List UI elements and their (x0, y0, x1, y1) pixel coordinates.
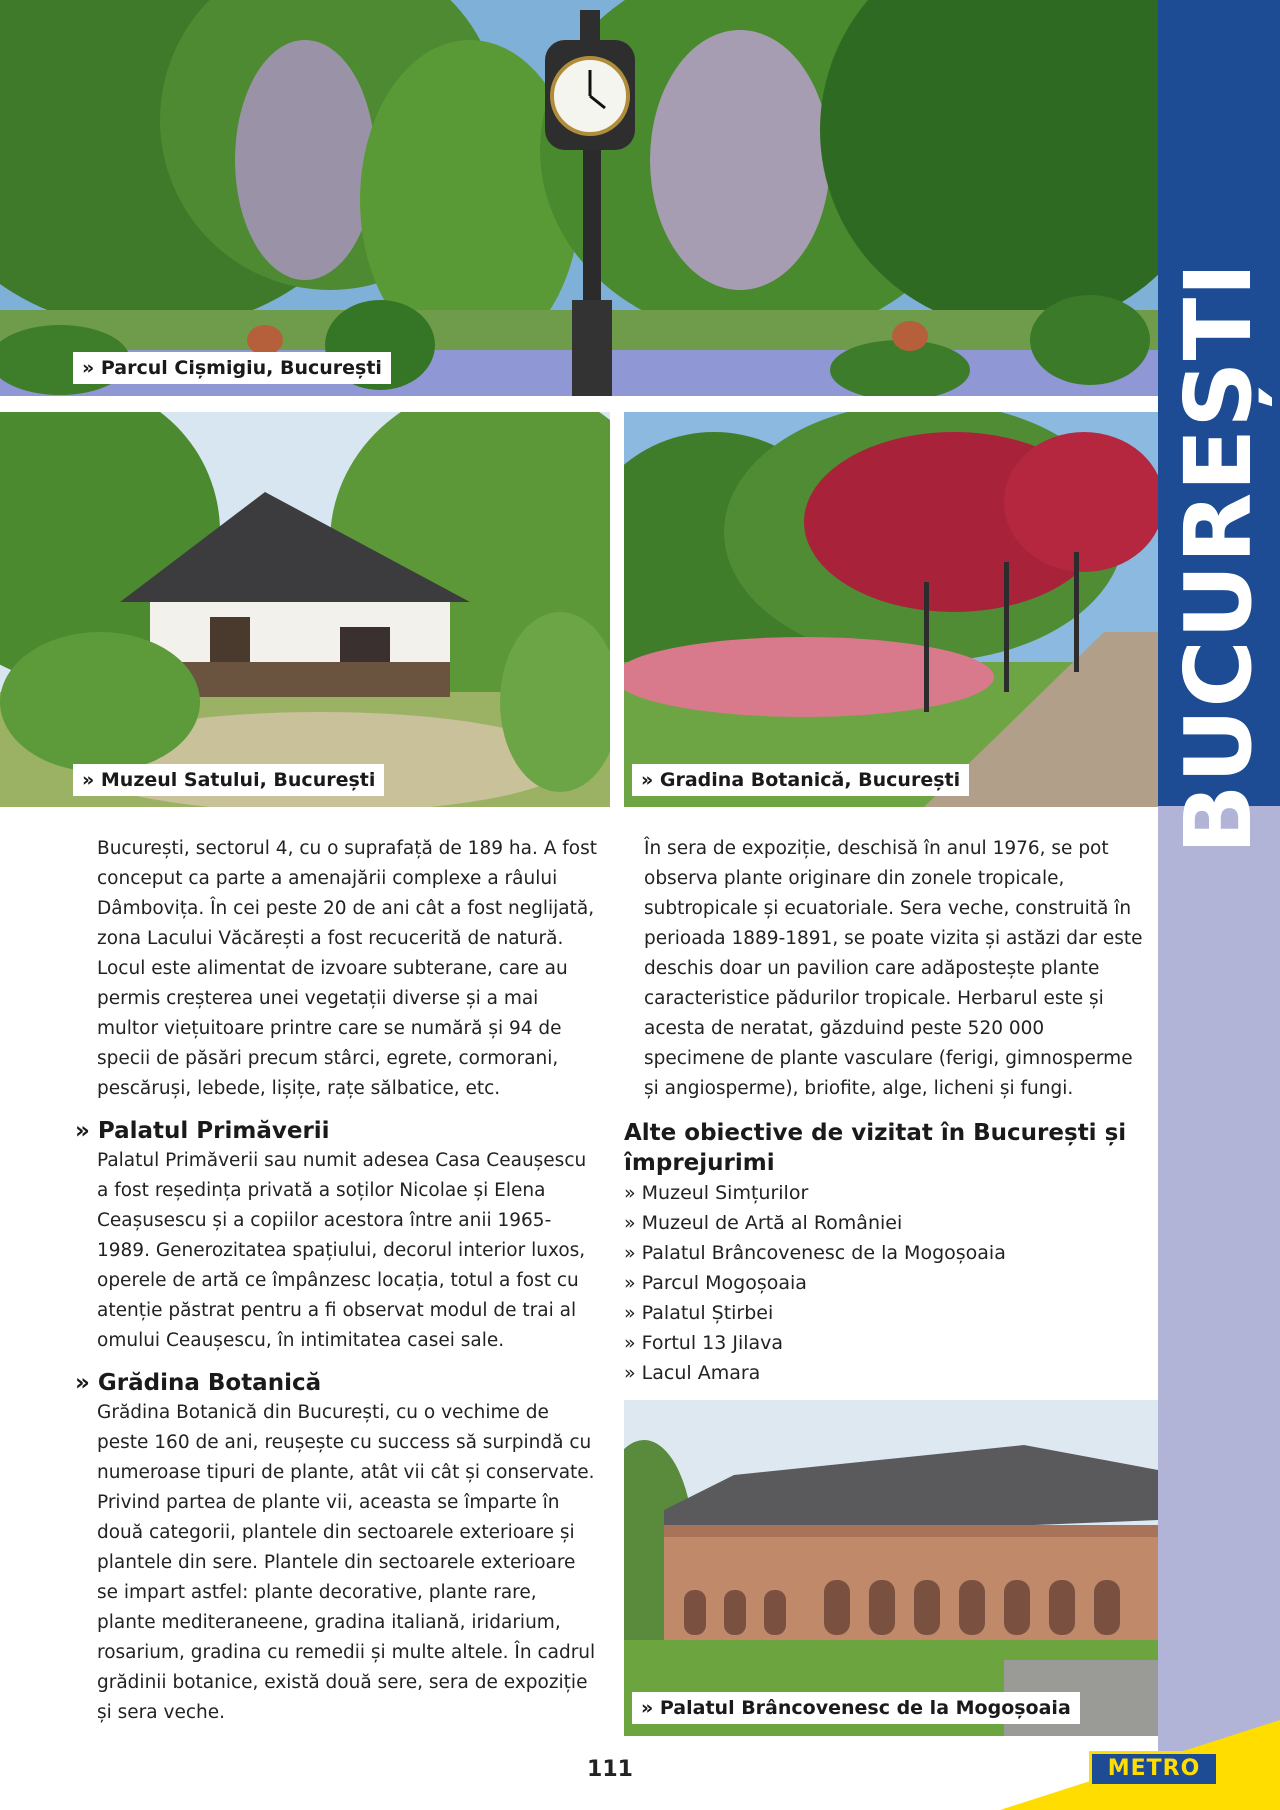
page-number: 111 (587, 1757, 633, 1782)
photo-muzeul-satului (0, 412, 610, 807)
right-text-column (644, 834, 1149, 1104)
lacul-vacaresti-paragraph: București, sectorul 4, cu o suprafață de 189 ha. A fost conceput ca parte a amenajării complexe a râului Dâmbovița. În cei peste 20 de ani cât a fost neglijată, zona Lacului Văcărești a fost recucerită de natură. Locul este alimentat de izvoare subterane, care au permis creșterea unei vegetații diverse și a mai multor viețuitoare printre care se numără și 94 de specii de păsări precum stârci, egrete, cormorani, pescăruși, lebede, lișițe, rațe sălbatice, etc. (97, 838, 597, 1099)
photo-palatul-brancovenesc (624, 1400, 1158, 1736)
photo-parcul-cismigiu (0, 0, 1158, 396)
metro-corner-accent (1000, 1690, 1280, 1810)
section-body: Grădina Botanică din București, cu o vechime de peste 160 de ani, reușește cu success să surpindă cu numeroase tipuri de plante, atât vii cât și conservate. Privind partea de plante vii, aceasta se împarte în două categorii, plantele din sectoarele exterioare și plantele din sere. Plantele din sectoarele exterioare se impart astfel: plante decorative, plante rare, plante mediteraneene, gradina italiană, iridarium, rosarium, gradina cu remedii și multe altele. În cadrul grădinii botanice, există două sere, sera de expoziție și sera veche. (97, 1402, 596, 1723)
list-item: » Palatul Brâncovenesc de la Mogoșoaia (624, 1242, 1006, 1264)
caption-palatul-brancovenesc: » Palatul Brâncovenesc de la Mogoșoaia (632, 1692, 1080, 1724)
list-item: » Muzeul de Artă al României (624, 1212, 903, 1234)
other-attractions-list (624, 1178, 1149, 1388)
section-heading: » Palatul Primăverii (75, 1118, 330, 1144)
photo-gradina-botanica (624, 412, 1158, 807)
list-item: » Lacul Amara (624, 1362, 761, 1384)
left-text-column (75, 834, 597, 1728)
section-body: Palatul Primăverii sau numit adesea Casa Ceaușescu a fost reședința privată a soților Nicolae și Elena Ceașusescu și a copiilor acestora între anii 1965-1989. Generozitatea spațiului, decorul interior luxos, operele de artă ce împânzesc locația, totul a fost cu atenție păstrat pentru a fi observat modul de trai al omului Ceaușescu, în intimitatea casei sale. (97, 1150, 587, 1351)
section-palatul-primaverii (75, 1116, 597, 1356)
region-title: BUCUREȘTI (1165, 261, 1272, 855)
metro-logo: METRO (1089, 1751, 1219, 1787)
sera-paragraph: În sera de expoziție, deschisă în anul 1976, se pot observa plante originare din zonele tropicale, subtropicale și ecuatoriale. Sera veche, construită în perioada 1889-1891, se poate vizita și astăzi dar este deschis doar un pavilion care adăpostește plante caracteristice pădurilor tropicale. Herbarul este și acesta de neratat, găzduind peste 520 000 specimene de plante vasculare (ferigi, gimnosperme și angiosperme), briofite, alge, licheni și fungi. (644, 838, 1143, 1099)
list-item: » Muzeul Simțurilor (624, 1182, 809, 1204)
caption-muzeul-satului: » Muzeul Satului, București (73, 764, 384, 796)
other-attractions-heading: Alte obiective de vizitat în București și împrejurimi (624, 1120, 1127, 1176)
section-gradina-botanica (75, 1368, 597, 1728)
sidebar-lavender-band (1158, 806, 1280, 1810)
list-item: » Fortul 13 Jilava (624, 1332, 784, 1354)
section-heading: » Grădina Botanică (75, 1370, 322, 1396)
caption-parcul-cismigiu: » Parcul Cișmigiu, București (73, 352, 391, 384)
caption-gradina-botanica: » Gradina Botanică, București (632, 764, 969, 796)
list-item: » Palatul Știrbei (624, 1302, 774, 1324)
other-attractions (624, 1118, 1149, 1388)
list-item: » Parcul Mogoșoaia (624, 1272, 807, 1294)
